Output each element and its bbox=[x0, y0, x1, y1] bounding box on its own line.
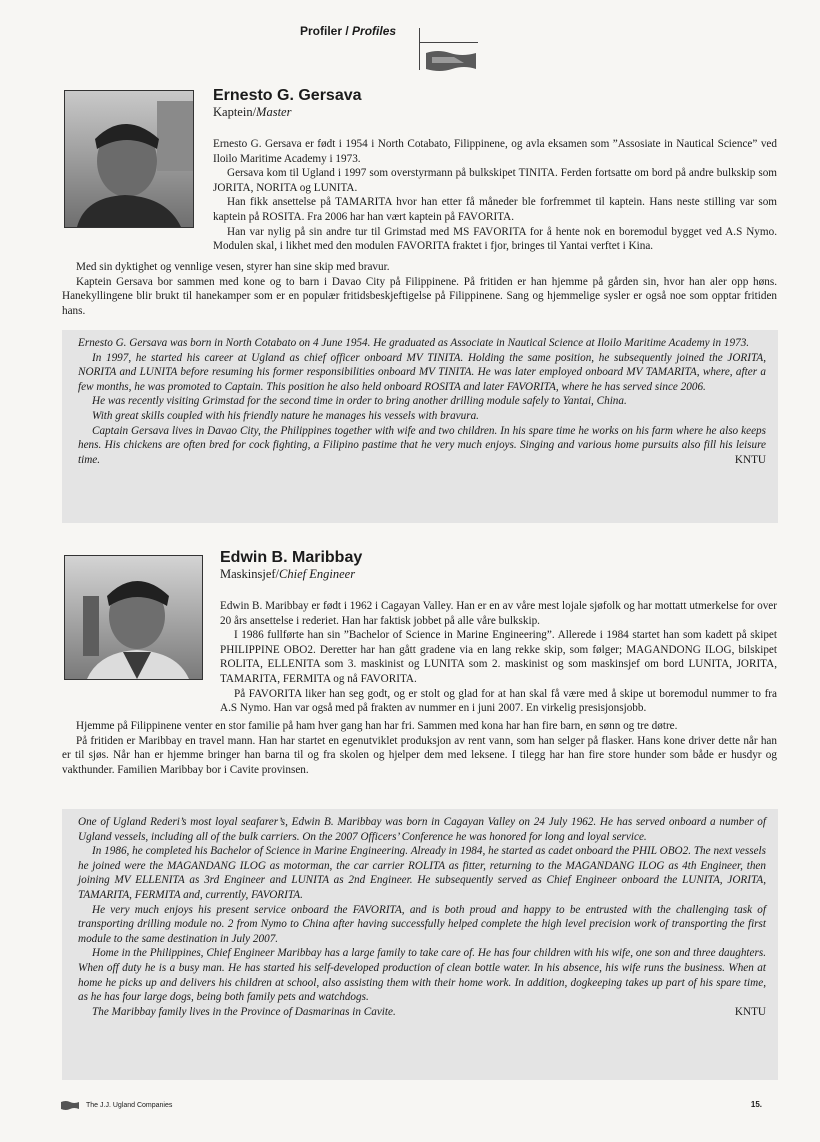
paragraph-text: The Maribbay family lives in the Province of Dasmarinas in Cavite. bbox=[92, 1005, 396, 1018]
portrait-photo-gersava bbox=[64, 90, 194, 228]
paragraph: He very much enjoys his present service onboard the FAVORITA, and is both proud and happy to be entrusted with the challenging task of transporting drilling module no. 2 from Nymo to China after having successfully helped complete the high level precision work of transporting the first module to the same destination in July 2007. bbox=[78, 903, 766, 945]
paragraph: Hjemme på Filippinene venter en stor familie på ham hver gang han har fri. Sammen med kona har han fire barn, en sønn og tre døtre. bbox=[76, 720, 678, 732]
role-no: Kaptein/ bbox=[213, 105, 257, 119]
profile-role-maribbay bbox=[220, 567, 355, 582]
paragraph: Han var nylig på sin andre tur til Grimstad med MS FAVORITA for å hente nok en boremodul bygget ved A.S Nymo. Modulen skal, i likhet med den modulen FAVORITA fraktet i fjor, bringes til Yantai verftet i Kina. bbox=[213, 225, 777, 253]
norwegian-text-gersava-bottom bbox=[62, 260, 777, 318]
company-flag-icon bbox=[60, 1100, 80, 1110]
section-title-en: Profiles bbox=[352, 24, 397, 38]
paragraph: På fritiden er Maribbay en travel mann. Han har startet en egenutviklet produksjon av rent vann, som han selger på flasker. Hans kone driver dette når han er til sjøs. Når han er hjemme bringer han barna til og fra skolen og hjelper dem med leksene. I tilegg har han fire store hunder som både er husdyr og vakthunder. Familien Maribbay bor i Cavite provinsen. bbox=[62, 734, 777, 776]
paragraph: One of Ugland Rederi’s most loyal seafarer’s, Edwin B. Maribbay was born in Cagayan Valley on 24 July 1962. He has served onboard a number of Ugland vessels, including all of the bulk carriers. On the 2007 Officers’ Conference he was honored for long and loyal service. bbox=[78, 816, 766, 843]
role-en: Master bbox=[256, 105, 292, 119]
paragraph: With great skills coupled with his friendly nature he manages his vessels with bravura. bbox=[92, 409, 479, 422]
company-flag-icon bbox=[424, 47, 480, 73]
english-summary-maribbay bbox=[62, 809, 778, 1080]
norwegian-text-maribbay-bottom bbox=[62, 719, 777, 777]
section-separator: / bbox=[345, 24, 349, 38]
page-footer bbox=[60, 1100, 172, 1110]
paragraph: Gersava kom til Ugland i 1997 som overstyrmann på bulkskipet TINITA. Ferden fortsatte om bord på andre bulkskip som JORITA, NORITA og LUNITA. bbox=[213, 167, 777, 194]
company-name: The J.J. Ugland Companies bbox=[86, 1101, 173, 1109]
paragraph: Han fikk ansettelse på TAMARITA hvor han etter få måneder ble forfremmet til kaptein. Hans neste stilling var som kaptein på ROSITA. Fra 2006 har han vært kaptein på FAVORITA. bbox=[213, 196, 777, 223]
paragraph: Kaptein Gersava bor sammen med kone og to barn i Davao City på Filippinene. På fritiden er han hjemme på gården sin, hvor han aler opp høns. Hanekyllingene blir brukt til hanekamper som er en populær fritidsbeskjeftigelse på Filippinene. Sang og hjemmelige sysler er også noe som opptar fritiden hans. bbox=[62, 275, 777, 317]
portrait-photo-maribbay bbox=[64, 555, 203, 680]
paragraph bbox=[78, 1005, 766, 1020]
author-signature: KNTU bbox=[734, 1005, 766, 1018]
paragraph: Home in the Philippines, Chief Engineer Maribbay has a large family to take care of. He has four children with his wife, one son and three daughters. When off duty he is a busy man. He has started his self-developed production of clean bottle water. In his absence, his wife runs the business. When at home he picks up and delivers his children at school, also assisting them with their home work. In addition, dogkeeping takes up part of his spare time, as he has four large dogs, being both family pets and watchdogs. bbox=[78, 947, 766, 1004]
header-divider-horizontal bbox=[420, 42, 478, 43]
role-en: Chief Engineer bbox=[279, 567, 356, 581]
paragraph: Ernesto G. Gersava was born in North Cotabato on 4 June 1954. He graduated as Associate in Nautical Science at Iloilo Maritime Academy in 1973. bbox=[78, 337, 750, 349]
paragraph: In 1986, he completed his Bachelor of Science in Marine Engineering. Already in 1984, he started as cadet onboard the PHIL OBO2. The next vessels he joined were the MAGANDANG ILOG as motorman, the car carrier ROLITA as fitter, returning to the MAGANDANG ILOG as 4th Engineer, then joining MV ELLENITA as 3rd Engineer and LUNITA as 2nd Engineer. He subsequently served as Chief Engineer onboard the LUNITA, JORITA, TAMARITA, FERMITA and, currently, FAVORITA. bbox=[78, 845, 766, 901]
norwegian-text-maribbay-top bbox=[220, 599, 777, 716]
author-signature: KNTU bbox=[734, 453, 766, 466]
profile-name-gersava: Ernesto G. Gersava bbox=[213, 87, 362, 104]
profile-role-gersava bbox=[213, 105, 291, 120]
paragraph bbox=[78, 424, 766, 468]
header-divider-vertical bbox=[419, 28, 420, 70]
paragraph-text: Captain Gersava lives in Davao City, the Philippines together with wife and two children. In his spare time he works on his farm where he also keeps hens. His chickens are often bred for cock fighting, a Filipino pastime that he very much enjoys. Singing and various home pursuits also fill his leisure time. bbox=[78, 424, 766, 466]
page-number: 15. bbox=[750, 1100, 762, 1109]
profile-name-maribbay: Edwin B. Maribbay bbox=[220, 549, 363, 566]
section-title-no: Profiler bbox=[300, 24, 343, 38]
section-header bbox=[300, 24, 396, 38]
paragraph: Edwin B. Maribbay er født i 1962 i Cagayan Valley. Han er en av våre mest lojale sjøfolk og har mottatt utmerkelse for over 20 års ansettelse i rederiet. Han har faktisk jobbet på alle våre bulkskip. bbox=[220, 600, 777, 627]
paragraph: Ernesto G. Gersava er født i 1954 i North Cotabato, Filippinene, og avla eksamen som ”Assosiate in Nautical Science” ved Iloilo Maritime Academy i 1973. bbox=[213, 138, 777, 165]
paragraph: He was recently visiting Grimstad for the second time in order to bring another drilling module safely to Yantai, China. bbox=[92, 395, 627, 408]
paragraph: In 1997, he started his career at Ugland as chief officer onboard MV TINITA. Holding the same position, he subsequently joined the JORITA, NORITA and LUNITA before resuming his former responsibilities onboard MV TINITA. He was later employed onboard MV TAMARITA, where, after a few months, he was promoted to Captain. This position he also held onboard ROSITA and later FAVORITA, where he has served since 2006. bbox=[78, 351, 766, 393]
paragraph: Med sin dyktighet og vennlige vesen, styrer han sine skip med bravur. bbox=[76, 261, 390, 273]
paragraph: På FAVORITA liker han seg godt, og er stolt og glad for at han skal få være med å skipe ut boremodul nummer to fra A.S Nymo. Han var også med på frakten av nummer en i juni 2007. En virkelig presisjonsjobb. bbox=[220, 687, 777, 715]
role-no: Maskinsjef/ bbox=[220, 567, 280, 581]
norwegian-text-gersava-top bbox=[213, 137, 777, 254]
english-summary-gersava bbox=[62, 330, 778, 523]
paragraph: I 1986 fullførte han sin ”Bachelor of Science in Marine Engineering”. Allerede i 1984 startet han som kadett på skipet PHILIPPINE OBO2. Deretter har han gått gradene via en lang rekke skip, som følger; MAGANDONG ILOG, bilskipet ROLITA, ELLENITA som 3. maskinist og LUNITA som 2. maskinist og som maskinsjef om bord LUNITA, JORITA, TAMARITA, FERMITA og nå FAVORITA. bbox=[220, 629, 777, 685]
